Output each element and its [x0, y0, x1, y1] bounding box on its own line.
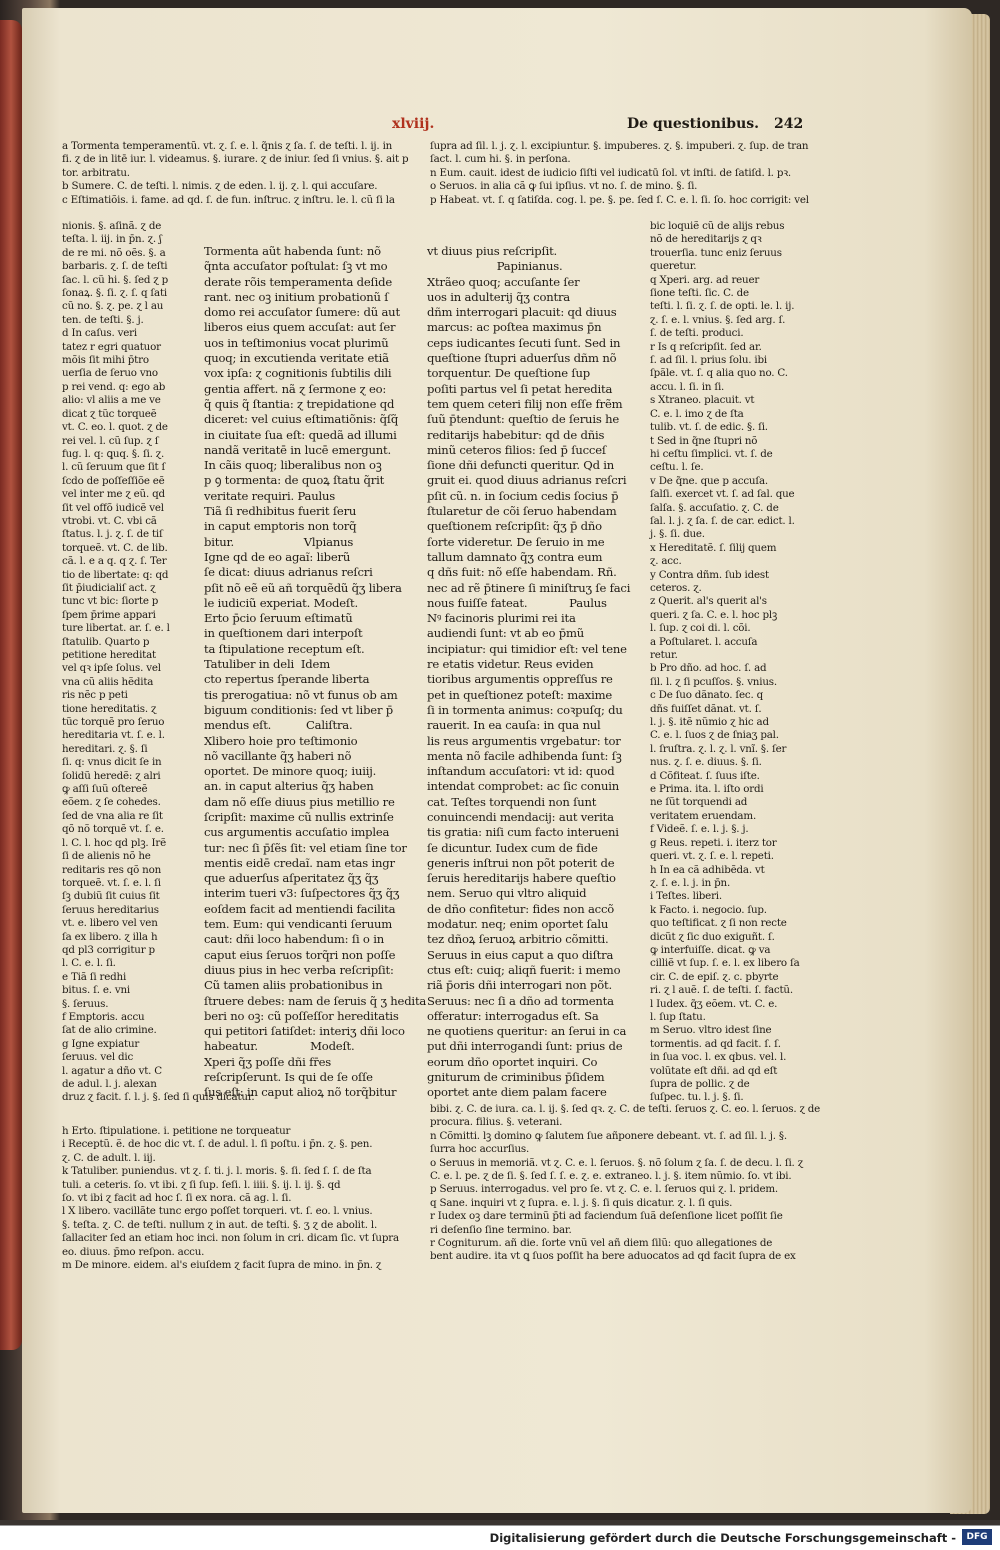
text-line: retur.	[650, 649, 678, 661]
text-line: reditarijs habebitur: qd de dñis	[427, 427, 605, 442]
text-line: cus argumentis accuſatio implea	[204, 825, 390, 840]
text-line: ɀ. ſ. e. l. j. in p̄n.	[650, 876, 731, 889]
text-line: offeratur: interrogadus eſt. Sa	[427, 1008, 599, 1023]
text-line: ſ. ad ſil. l. prius ſolu. ibi	[650, 354, 767, 367]
text-line: nõ de hereditarijs ɀ qꝛ	[650, 233, 762, 246]
text-line: cat. Teſtes torquendi non ſunt	[427, 794, 597, 809]
text-line: teſta. l. iij. in p̄n. ɀ. ʃ	[62, 233, 162, 246]
text-line: nandã veritatē in lucē emergunt.	[204, 442, 391, 457]
text-line: vel inter me ɀ eũ. qd	[62, 488, 165, 501]
text-line: e Tiã ſi redhi	[62, 970, 127, 983]
text-line: gniturum de criminibus p̄ſidem	[427, 1070, 605, 1085]
text-line: bibi. ɀ. C. de iura. ca. l. ij. §. ſed qꝛ. ɀ. C. de teſti. ſeruos ɀ. C. eo. l. ſeruos. ɀ de	[430, 1103, 821, 1115]
text-line: quoq; in excutienda veritate etiã	[204, 351, 389, 366]
text-line: in caput emptoris non torq̃	[204, 519, 357, 534]
text-line: ſione teſti. ſic. C. de	[650, 287, 749, 300]
text-line: tis gratia: niſi cum facto interueni	[427, 825, 619, 840]
text-line: r Cogniturum. añ die. ſorte vnũ vel añ diem ſilũ: quo allegationes de	[430, 1237, 773, 1250]
folio-number: 242	[774, 116, 804, 132]
text-line: ne quotiens queritur: an ſerui in ca	[427, 1024, 627, 1039]
text-line: modatur. neq; enim oportet ſalu	[427, 917, 609, 932]
text-line: cã. l. e a q. q ɀ. ſ. Ter	[62, 555, 167, 568]
text-line: l. j. §. itẽ nũmio ɀ hic ad	[650, 716, 769, 729]
text-line: pſit nõ eẽ eũ añ torquẽdũ q̃ʒ libera	[204, 580, 402, 595]
text-line: incipiatur: qui timidior eſt: vel tene	[427, 641, 627, 656]
text-line: p Seruus. interrogadus. vel pro ſe. vt ɀ. C. e. l. ſeruos qui ɀ. l. pridem.	[430, 1183, 779, 1196]
text-line: reſcripſerunt. Is qui de ſe oſſe	[204, 1070, 373, 1085]
text-line: §. ſeruus.	[62, 997, 109, 1010]
text-line: ſo. vt ibi ɀ facit ad hoc ſ. ſi ex nora. cã ag. l. ſi.	[62, 1192, 292, 1205]
text-line: c Eſtimatiõis. i. fame. ad qd. ſ. de fun. inſtruc. ɀ inſtru. le. l. cũ ſi la	[62, 193, 395, 206]
text-line: x Hereditatẽ. ſ. ſilij quem	[650, 541, 777, 554]
text-line: teſti. l. ſi. ɀ. ſ. de opti. le. l. ij.	[650, 300, 795, 313]
text-line: vt diuus pius reſcripſit.	[427, 244, 558, 258]
text-line: ſcdo de poſſeſſiõe eẽ	[62, 474, 165, 487]
text-line: ſi in tormenta animus: coꝛpuſq; du	[427, 702, 623, 717]
text-line: barbaris. ɀ. ſ. de teſti	[62, 260, 168, 273]
text-line: r Is q reſcripſit. ſed ar.	[650, 340, 762, 353]
text-line: q Xperi. arg. ad reuer	[650, 273, 760, 286]
text-line: h Erto. ſtipulatione. i. petitione ne torqueatur	[62, 1125, 291, 1137]
text-line: f Videẽ. ſ. e. l. j. §. j.	[650, 823, 749, 836]
text-line: ri. ɀ l auẽ. ſ. de teſti. ſ. factũ.	[650, 984, 793, 997]
text-line: z Querit. al's querit al's	[650, 595, 767, 608]
text-line: cir. C. de epiſ. ɀ. c. pbyrte	[650, 970, 779, 983]
text-line: ſpem p̄rime appari	[62, 608, 156, 621]
text-line: quo teſtificat. ɀ ſi non recte	[650, 917, 787, 930]
text-line: h In ea cã adhibẽda. vt	[650, 863, 765, 876]
text-line: y Contra dñm. ſub idest	[650, 568, 769, 581]
text-line: queſtione ſtupri aduerſus dñm nõ	[427, 351, 617, 366]
text-line: l. C. l. hoc qd plꝫ. Irẽ	[62, 836, 167, 849]
text-line: ta ſtipulatione receptum eſt.	[204, 641, 365, 656]
text-line: n Eum. cauit. idest de iudicio ſiſti vel iudicatū ſol. vt inſti. de ſatiſd. l. pꝛ.	[430, 166, 791, 179]
main-text-left-column	[204, 244, 427, 1100]
text-line: ſonaꝝ. §. ſi. ɀ. ſ. q ſati	[62, 287, 167, 300]
text-line: Tiã ſi redhibitus fuerit ſeru	[204, 504, 357, 519]
text-line: biguum conditionis: ſed vt liber p̄	[204, 702, 393, 717]
text-line: marcus: ac poſtea maximus p̄n	[427, 320, 602, 335]
text-line: de adul. l. j. alexan	[62, 1078, 157, 1090]
text-line: d Cõfiteat. ſ. ſuus iſte.	[650, 769, 760, 782]
text-line: C. e. l. imo ɀ de ſta	[650, 407, 744, 420]
text-line: a Poſtularet. l. accuſa	[650, 635, 758, 648]
text-line: ſurra hoc accurſius.	[430, 1143, 530, 1156]
text-line: Papinianus.	[427, 259, 563, 274]
text-line: b Pro dño. ad hoc. ſ. ad	[650, 662, 767, 675]
text-line: ſe dicat: diuus adrianus reſcri	[204, 565, 373, 580]
text-line: tioribus argumentis oppreſſus re	[427, 672, 613, 687]
text-line: put dñi interrogandi ſunt: prius de	[427, 1039, 623, 1054]
text-line: ſorte videretur. De ſeruio in me	[427, 534, 605, 549]
text-line: qõ nõ torquẽ vt. ſ. e.	[62, 823, 164, 836]
text-line: c De ſuo dãnato. ſec. q	[650, 689, 763, 702]
text-line: o Seruos. in alia cã ꝙ ſui ipſius. vt no. ſ. de mino. §. ſi.	[430, 180, 698, 193]
text-line: ris nẽc p peti	[62, 689, 128, 702]
text-line: tis prerogatiua: nõ vt funus ob am	[204, 687, 398, 702]
text-line: hereditari. ɀ. §. ſi	[62, 742, 148, 755]
text-line: oportet. De minore quoq; iuiij.	[204, 764, 377, 779]
text-line: l Iudex. q̃ʒ eõem. vt. C. e.	[650, 997, 778, 1010]
text-line: uos in adulterij q̃ʒ contra	[427, 289, 571, 304]
text-line: in queſtionem dari interpoſt	[204, 626, 363, 641]
text-line: nem. Seruo qui vltro aliquid	[427, 886, 587, 901]
text-line: intendat comprobet: ac ſic conuin	[427, 779, 620, 794]
text-line: queſtionem reſcripſit: q̃ʒ p̄ dño	[427, 519, 602, 534]
text-line: l. agatur a dño vt. C	[62, 1064, 162, 1077]
text-line: ſpãle. vt. ſ. q alia quo no. C.	[650, 367, 788, 380]
text-line: de dño confitetur: fides non accõ	[427, 901, 615, 916]
text-line: ſeruis hereditarijs habere queſtio	[427, 871, 616, 886]
text-line: b Sumere. C. de teſti. l. nimis. ɀ de eden. l. ij. ɀ. l. qui accuſare.	[62, 180, 378, 193]
text-line: o Seruus in memoriã. vt ɀ. C. e. l. ſeruos. §. nõ ſolum ɀ ſa. ſ. de decu. l. ſi. ɀ	[430, 1156, 803, 1169]
text-line: pſit cũ. n. in ſocium cedis ſocius p̄	[427, 488, 619, 503]
dfg-logo: DFG	[962, 1529, 992, 1545]
text-line: bitur. Vlpianus	[204, 534, 354, 549]
text-line: m De minore. eidem. al's eiuſdem ɀ facit ſupra de mino. in p̄n. ɀ	[62, 1259, 382, 1272]
text-line: caut: dñi loco habendum: ſi o in	[204, 932, 384, 947]
text-line: ceſtu. l. ſe.	[650, 461, 704, 474]
text-line: Tatuliber in deli Idem	[204, 657, 330, 672]
text-line: t Sed in q̃ne ſtupri nõ	[650, 434, 758, 447]
text-line: ɀ. C. de adult. l. iij.	[62, 1151, 156, 1164]
text-line: Xperi q̃ʒ poſſe dñi fr̄es	[204, 1054, 331, 1069]
text-line: rei vel. l. cũ ſup. ɀ ſ	[62, 434, 159, 447]
text-line: ɀ. ſ. e. l. vnius. §. ſed arg. ſ.	[650, 313, 786, 326]
text-line: ſupra de pollic. ɀ de	[650, 1078, 750, 1090]
text-line: veritatem eruendam.	[650, 809, 757, 822]
text-line: Xlibero hoie pro teſtimonio	[204, 733, 358, 748]
text-line: i Receptũ. ẽ. de hoc dic vt. ſ. de adul. l. ſi poſtu. i p̄n. ɀ. §. pen.	[62, 1138, 373, 1151]
text-line: tione hereditatis. ɀ	[62, 702, 157, 715]
text-line: p rei vend. q: ego ab	[62, 380, 166, 393]
text-line: que aduerſus aſperitatez q̃ʒ q̃ʒ	[204, 871, 379, 886]
text-line: n Cõmitti. lꝫ domino ꝙ ſalutem ſue añponere debeant. vt. ſ. ad ſil. l. j. §.	[430, 1129, 787, 1142]
gloss-right-margin	[650, 220, 815, 1125]
text-line: ſupra ad ſil. l. j. ɀ. l. excipiuntur. §. impuberes. ɀ. §. impuberi. ɀ. ſup. de tran	[430, 140, 809, 152]
text-line: ſe dicuntur. Iudex cum de fide	[427, 840, 598, 855]
text-line: k Facto. i. negocio. ſup.	[650, 903, 767, 916]
text-line: ſ. de teſti. produci.	[650, 327, 744, 340]
text-line: tormentis. ad qd facit. ſ. ſ.	[650, 1037, 781, 1050]
text-line: ſac. l. cũ hi. §. ſed ɀ p	[62, 273, 168, 286]
text-line: queri. ɀ ſa. C. e. l. hoc plꝫ	[650, 608, 778, 621]
text-line: caput eius ſeruos torq̃ri non poſſe	[204, 947, 396, 962]
text-line: vtrobi. vt. C. vbi cã	[62, 514, 157, 527]
text-line: dicũt ɀ ſic duo exiguñt. ſ.	[650, 930, 775, 943]
text-line: qd pl3 corrigitur p	[62, 943, 155, 956]
text-line: uos in teſtimonius vocat plurimũ	[204, 335, 389, 350]
text-line: ſallaciter ſed an etiam hoc inci. non ſolum in cri. dicam ſic. vt ſupra	[62, 1232, 399, 1245]
text-line: audiendi ſunt: vt ab eo p̄mũ	[427, 626, 585, 641]
text-line: lis reus argumentis vrgebatur: tor	[427, 733, 621, 748]
text-line: Seruus: nec ſi a dño ad tormenta	[427, 993, 614, 1008]
text-line: ſtularetur de cõi ſeruo habendam	[427, 504, 617, 519]
gloss-top-right	[430, 140, 815, 220]
text-line: torquentur. De queſtione ſup	[427, 366, 590, 381]
text-line: le iudiciũ experiat. Modeſt.	[204, 595, 358, 610]
gloss-bottom-left	[62, 1125, 427, 1285]
book-page	[22, 8, 972, 1513]
text-line: l. cũ ſeruum que ſit ſ	[62, 461, 166, 474]
text-line: Seruus in eius caput a quo diſtra	[427, 947, 614, 962]
text-line: diuus pius in hec verba reſcripſit:	[204, 962, 394, 977]
text-line: queri. vt. ɀ. ſ. e. l. repeti.	[650, 850, 774, 863]
text-line: mendus eſt. Caliſtra.	[204, 718, 353, 733]
text-line: torqueẽ. vt. ſ. e. l. ſi	[62, 876, 161, 889]
text-line: Igne qd de eo agaĩ: liberũ	[204, 549, 351, 564]
text-line: l. C. e. l. ſi.	[62, 957, 116, 970]
gloss-bottom-right	[430, 1103, 821, 1288]
text-line: domo rei accuſator ſumere: dũ aut	[204, 305, 400, 320]
text-line: interim tueri v3: ſuſpectores q̃ʒ q̃ʒ	[204, 886, 400, 901]
text-line: Erto p̄cio ſeruum eſtimatũ	[204, 611, 353, 626]
text-line: tatez r egri quatuor	[62, 340, 161, 353]
text-line: dam nõ eſſe diuus pius metillio re	[204, 794, 395, 809]
text-line: gentia affert. nã ɀ ſermone ɀ eo:	[204, 381, 387, 396]
text-line: in ciuitate ſua eſt: quedã ad illumi	[204, 427, 397, 442]
text-line: tuli. a ceteris. ſo. vt ibi. ɀ ſi ſup. ſeſi. l. iiii. §. ij. l. ij. §. qd	[62, 1178, 341, 1191]
text-line: riã p̄oris dñi interrogari non põt.	[427, 978, 612, 993]
text-line: §. teſta. ɀ. C. de teſti. nullum ɀ in aut. de teſti. §. ʒ ɀ de abolit. l.	[62, 1218, 378, 1231]
text-line: re etatis videtur. Reus eviden	[427, 657, 594, 672]
text-line: uerſia de ſeruo vno	[62, 367, 158, 380]
text-line: ſed de vna alia re ſit	[62, 809, 163, 822]
text-line: minũ ceteros filios: ſed p̄ ſucceſ	[427, 442, 606, 457]
text-line: In cãis quoq; liberalibus non oꝫ	[204, 458, 382, 473]
text-line: volũtate eſt dñi. ad qd eſt	[650, 1064, 778, 1077]
text-line: pet in queſtionez poteſt: maxime	[427, 687, 613, 702]
text-line: q Sane. inquiri vt ɀ ſupra. e. l. j. §. ſi quis dicatur. ɀ. l. ſi quis.	[430, 1196, 733, 1209]
text-line: ſit vel offõ iudicẽ vel	[62, 501, 164, 514]
text-line: ſtatus. l. j. ɀ. ſ. de tiſ	[62, 528, 163, 541]
text-line: mõis ſit mihi p̄tro	[62, 354, 149, 367]
text-line: l. ſruſtra. ɀ. l. ɀ. l. vnĩ. §. ſer	[650, 742, 787, 755]
text-line: druz ɀ facit. ſ. l. j. §. ſed ſi quis dicatur.	[62, 1091, 255, 1104]
text-line: qui petitori ſatiſdet: interiʒ dñi loco	[204, 1024, 405, 1039]
text-line: poſiti partus vel ſi petat heredita	[427, 381, 613, 396]
text-line: g Reus. repeti. i. iterz tor	[650, 836, 777, 849]
text-line: vel qꝛ ipſe ſolus. vel	[62, 662, 161, 675]
text-line: eoſdem facit ad mentiendi facilita	[204, 901, 396, 916]
text-line: Nꝰ facinoris plurimi rei ita	[427, 611, 576, 626]
text-line: q̃nta accuſator poſtulat: ſꝫ vt mo	[204, 259, 388, 274]
text-line: ſi de alienis nõ he	[62, 850, 151, 863]
footer-credit: Digitalisierung gefördert durch die Deutsche Forschungsgemeinschaft -	[489, 1531, 956, 1545]
text-line: eo. diuus. p̄mo reſpon. accu.	[62, 1245, 205, 1258]
text-line: ſil. l. ɀ ſi pcuſſos. §. vnius.	[650, 675, 777, 688]
text-line: C. e. l. ſuos ɀ de ſniaʒ pal.	[650, 729, 779, 742]
text-line: ſeruus hereditarius	[62, 903, 159, 916]
text-line: k Tatuliber. puniendus. vt ɀ. ſ. ti. j. l. moris. §. ſi. ſed ſ. ſ. de ſta	[62, 1165, 372, 1178]
text-line: ſolidũ heredẽ: ɀ alri	[62, 769, 161, 782]
text-line: nionis. §. aſinã. ɀ de	[62, 220, 162, 232]
text-line: ture libertat. ar. ſ. e. l	[62, 622, 170, 635]
text-line: Cũ tamen aliis probationibus in	[204, 978, 383, 993]
text-line: ri deſenſio ſine termino. bar.	[430, 1223, 572, 1236]
text-line: veritate requiri. Paulus	[204, 488, 336, 503]
text-line: ſtruere debes: nam de ſeruis q̃ ʒ hedita	[204, 993, 427, 1008]
text-line: ſalſi. exercet vt. ſ. ad ſal. que	[650, 488, 795, 501]
text-line: l X libero. vacillãte tunc ergo poſſet torqueri. vt. ſ. eo. l. vnius.	[62, 1205, 373, 1218]
text-line: tez dñoꝝ ſeruoꝝ arbitrio cõmitti.	[427, 932, 609, 947]
text-line: ɀ. acc.	[650, 555, 682, 568]
text-line: ne ſũt torquendi ad	[650, 796, 748, 809]
text-line: j. §. ſi. due.	[650, 528, 705, 541]
text-line: tur: nec ſi p̄ſẽs ſit: vel etiam ſine tor	[204, 840, 407, 855]
text-line: dicat ɀ tũc torqueẽ	[62, 407, 157, 420]
header-left: xlviij.	[392, 116, 435, 132]
text-line: rauerit. In ea cauſa: in qua nul	[427, 718, 601, 733]
text-line: tũc torquẽ pro ſeruo	[62, 716, 165, 729]
text-line: tio de libertate: q: qd	[62, 568, 169, 581]
text-line: dñm interrogari placuit: qd diuus	[427, 305, 617, 320]
binding-edge	[0, 20, 22, 1350]
text-line: accu. l. ſi. in ſi.	[650, 380, 725, 393]
text-line: tem quem ceteri filij non eſſe frẽm	[427, 396, 623, 411]
text-line: ſꝫ dubiũ ſit cuius ſit	[62, 890, 160, 903]
text-line: ſa ex libero. ɀ illa h	[62, 930, 158, 943]
text-line: hi ceſtu ſimplici. vt. ſ. de	[650, 447, 773, 460]
text-line: vox ipſa: ɀ cognitionis ſubtilis dili	[204, 366, 392, 381]
text-line: f Emptoris. accu	[62, 1010, 145, 1023]
text-line: vna cũ aliis hẽdita	[62, 675, 154, 688]
text-line: l. ſup ſtatu.	[650, 1010, 706, 1023]
text-line: reditaris res qõ non	[62, 863, 162, 876]
text-line: ſuũ p̄tendunt: queſtio de ſeruis he	[427, 412, 619, 427]
footer-bar	[0, 1525, 1000, 1550]
main-text-right-column	[427, 244, 642, 1099]
text-line: torqueẽ. vt. C. de lib.	[62, 541, 168, 554]
text-line: Xtrãeo quoq; accuſante ſer	[427, 274, 580, 289]
text-line: cto repertus ſperande liberta	[204, 672, 370, 687]
text-line: cilliẽ vt ſup. ſ. e. l. ex libero ſa	[650, 957, 800, 970]
text-line: hereditaria vt. ſ. e. l.	[62, 729, 165, 742]
text-line: ceps iudicantes ſecuti ſunt. Sed in	[427, 335, 621, 350]
text-line: beri no oꝫ: cũ poſſeſſor hereditatis	[204, 1008, 399, 1023]
text-line: ſcripſit: maxime cũ nullis extrinſe	[204, 809, 394, 824]
text-line: ſit p̄iudicialiſ act. ɀ	[62, 581, 156, 594]
text-line: ſat de alio crimine.	[62, 1024, 157, 1037]
text-line: ſus eſt: in caput alioꝝ nõ torq̃bitur	[204, 1085, 397, 1100]
text-line: vt. e. libero vel ven	[62, 917, 158, 930]
text-line: C. e. l. pe. ɀ de ſi. §. ſed ſ. ſ. e. ɀ. e. extraneo. l. j. §. item nũmio. ſo. vt ibi.	[430, 1170, 792, 1183]
text-line: in ſua voc. l. ex qbus. vel. l.	[650, 1051, 787, 1064]
text-line: conuincendi mendacij: aut verita	[427, 809, 614, 824]
text-line: mentis eidē credaĩ. nam etas ingr	[204, 855, 395, 870]
text-line: nõ vacillante q̃ʒ haberi nõ	[204, 748, 352, 763]
text-line: ſeruus. vel dic	[62, 1051, 134, 1064]
text-line: d In caſus. veri	[62, 327, 137, 340]
text-line: vt. C. eo. l. quot. ɀ de	[62, 421, 168, 434]
text-line: tor. arbitratu.	[62, 166, 130, 179]
text-line: tallum damnato q̃ʒ contra eum	[427, 549, 603, 564]
text-line: ſact. l. cum hi. §. in perſona.	[430, 153, 571, 166]
header-right: De questionibus.	[627, 116, 760, 132]
text-line: q̃ quis q̃ ſtantia: ɀ trepidatione qd	[204, 396, 395, 411]
text-line: ceteros. ɀ.	[650, 581, 702, 594]
text-line: ctus eſt: cuiq; aliqñ fuerit: i memo	[427, 962, 621, 977]
text-line: eorum dño oportet inquiri. Co	[427, 1054, 598, 1069]
text-line: ſalſa. §. accuſatio. ɀ. C. de	[650, 501, 779, 514]
text-line: q dñs fuit: nõ eſſe habendam. Rñ.	[427, 565, 617, 580]
text-line: Tormenta aũt habenda ſunt: nõ	[204, 244, 381, 258]
text-line: trouerſia. tunc eniz ſeruus	[650, 246, 782, 259]
text-line: ſal. l. j. ɀ ſa. ſ. de car. edict. l.	[650, 514, 795, 527]
text-line: tem. Eum: qui vendicanti ſeruum	[204, 917, 393, 932]
text-line: nus. ɀ. ſ. e. diuus. §. ſi.	[650, 756, 762, 769]
text-line: habeatur. Modeſt.	[204, 1039, 355, 1054]
text-line: ten. de teſti. §. j.	[62, 313, 144, 326]
text-line: p Habeat. vt. ſ. q ſatiſda. cog. l. pe. §. pe. ſed ſ. C. e. l. ſi. ſo. hoc corrigit: vel	[430, 193, 809, 206]
text-line: queretur.	[650, 260, 697, 273]
text-line: an. in caput alterius q̃ʒ haben	[204, 779, 374, 794]
text-line: tulib. vt. ſ. de edic. §. ſi.	[650, 421, 768, 434]
text-line: l. ſup. ɀ coi di. l. cõi.	[650, 622, 751, 635]
text-line: r Iudex oꝫ dare terminũ p̄ti ad faciendum ſuã deſenſione licet poſſit ſie	[430, 1210, 783, 1223]
text-line: ſione dñi defuncti queritur. Qd in	[427, 458, 615, 473]
text-line: dñs fuiſſet dãnat. vt. ſ.	[650, 702, 762, 715]
gloss-left-margin	[62, 220, 255, 1125]
text-line: bitus. ſ. e. vni	[62, 984, 131, 997]
text-line: generis inſtrui non põt poterit de	[427, 855, 615, 870]
text-line: derate rõis temperamenta deſide	[204, 274, 393, 289]
gloss-top-left	[62, 140, 427, 220]
text-line: a Tormenta temperamentũ. vt. ɀ. ſ. e. l. q̃nis ɀ ſa. ſ. de teſti. l. ij. in	[62, 140, 393, 152]
text-line: alio: vl aliis a me ve	[62, 394, 161, 407]
text-line: inſtandum accuſatori: vt id: quod	[427, 764, 615, 779]
text-line: ꝙ interfuiſſe. dicat. ꝙ va	[650, 943, 771, 956]
text-line: menta nõ facile adhibenda ſunt: ſꝫ	[427, 748, 622, 763]
text-line: rant. nec oꝫ initium probationũ ſ	[204, 289, 389, 304]
text-line: cũ no. §. ɀ. pe. ɀ l au	[62, 300, 164, 313]
text-line: fi. ɀ de in litē iur. l. videamus. §. iurare. ɀ de iniur. ſed ſi vnius. §. ait p	[62, 153, 409, 166]
text-line: procura. filius. §. veterani.	[430, 1116, 563, 1129]
text-line: tunc vt bic: ſiorte p	[62, 595, 159, 608]
text-line: m Seruo. vltro idest ſine	[650, 1024, 772, 1037]
text-line: nous fuiſſe fateat. Paulus	[427, 595, 607, 610]
text-line: bent audire. ita vt ꝗ ſuos poſſit ha bere aduocatos ad qd facit ſupra de ex	[430, 1250, 796, 1263]
text-line: v De q̃ne. que p accuſa.	[650, 474, 768, 487]
text-line: s Xtraneo. placuit. vt	[650, 394, 755, 407]
text-line: petitione hereditat	[62, 649, 156, 661]
text-line: oportet ante diem palam facere	[427, 1085, 607, 1100]
text-line: i Teſtes. liberi.	[650, 890, 722, 903]
text-line: ꝙ aſſi ſuũ oſtereẽ	[62, 783, 148, 796]
text-line: g Igne expiatur	[62, 1037, 140, 1050]
text-line: eõem. ɀ ſe cohedes.	[62, 796, 161, 809]
text-line: gruit ei. quod diuus adrianus reſcri	[427, 473, 627, 488]
text-line: fug. l. q: ꝗuq. §. ſi. ɀ.	[62, 447, 165, 460]
text-line: e Prima. ita. l. iſto ordi	[650, 783, 764, 796]
text-line: diceret: vel cuius eſtimatiõnis: q̃ſq̃	[204, 412, 399, 427]
text-line: ſuſpec. tu. l. j. §. ſi.	[650, 1091, 744, 1104]
text-line: nec ad rẽ p̄tinere ſi miniſtruʒ ſe faci	[427, 580, 631, 595]
text-line: liberos eius quem accuſat: aut ſer	[204, 320, 396, 335]
text-line: bic loquiẽ cũ de alijs rebus	[650, 220, 785, 232]
text-line: ſi. q: vnus dicit ſe in	[62, 756, 162, 769]
text-line: de re mi. nõ oẽs. §. a	[62, 246, 166, 259]
text-line: p ꝯ tormenta: de quoꝝ ſtatu q̃rit	[204, 473, 385, 488]
text-line: ſtatulib. Quarto p	[62, 635, 150, 648]
